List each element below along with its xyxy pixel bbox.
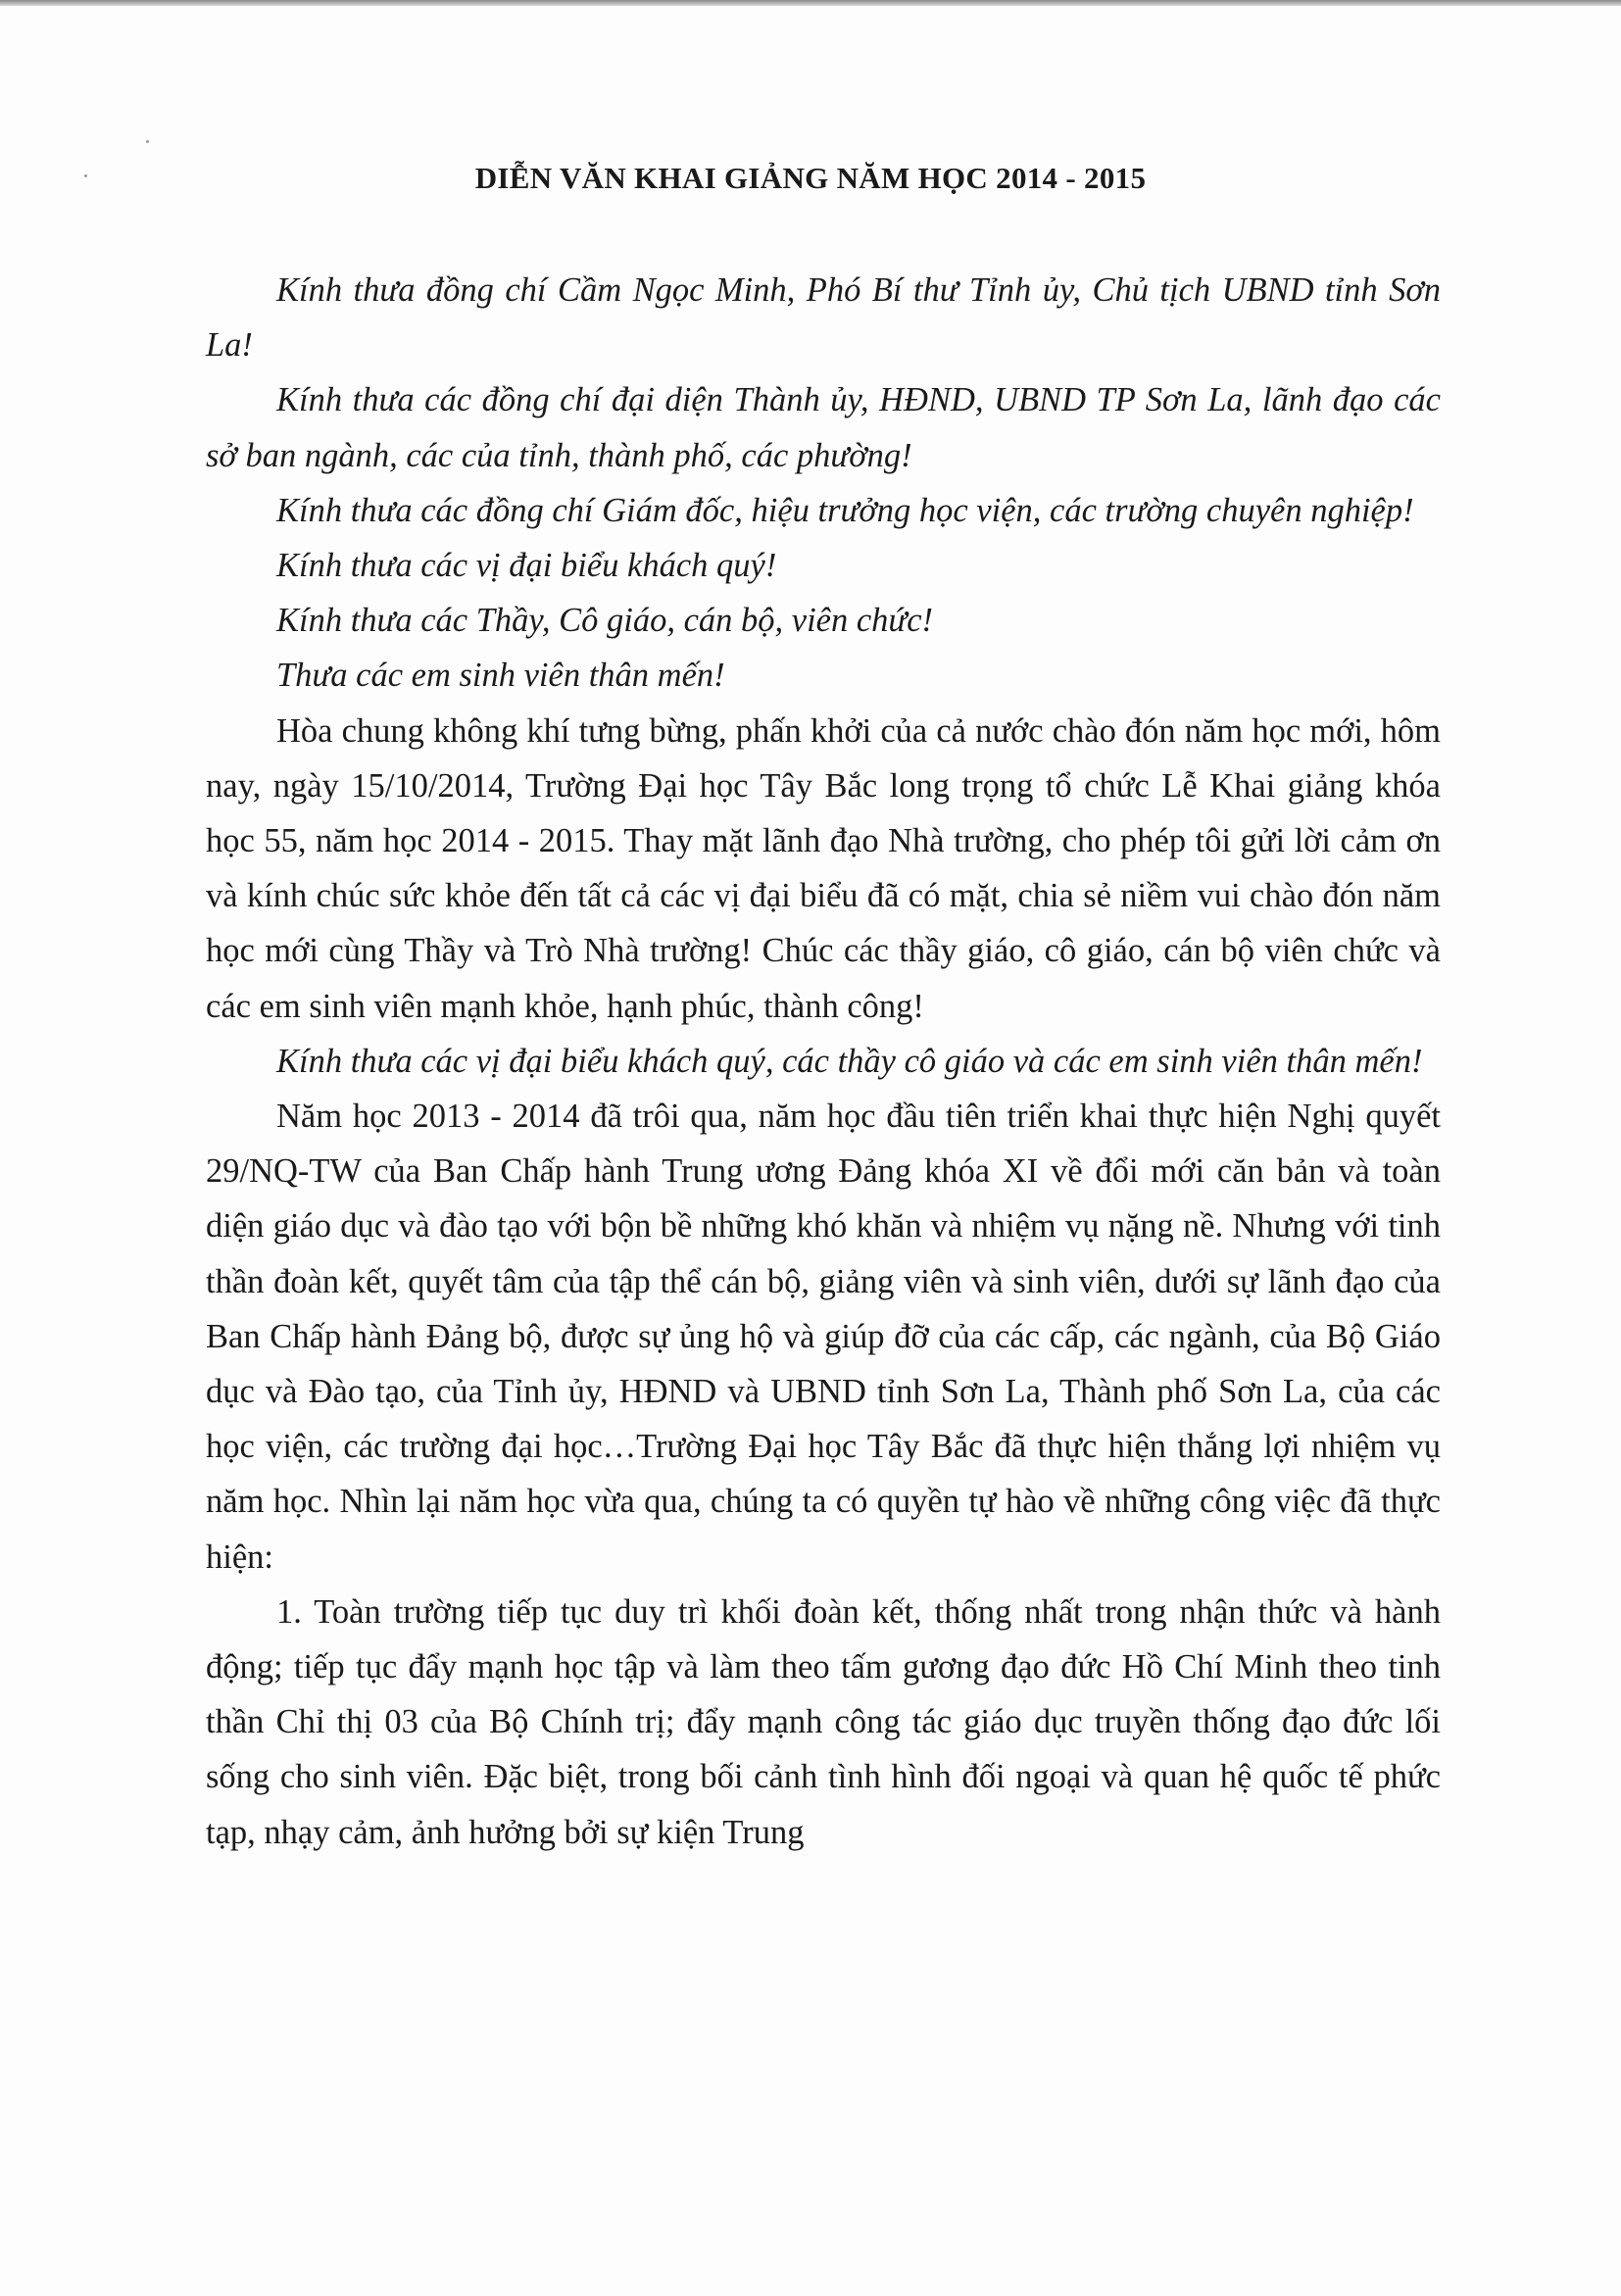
body-paragraph: Hòa chung không khí tưng bừng, phấn khởi của cả nước chào đón năm học mới, hôm nay, ngày 15/10/2014, Trường Đại học Tây Bắc long trọng tổ chức Lễ Khai giảng khóa học 55, năm học 2014 - 2015. Thay mặt lãnh đạo Nhà trường, cho phép tôi gửi lời cảm ơn và kính chúc sức khỏe đến tất cả các vị đại biểu đã có mặt, chia sẻ niềm vui chào đón năm học mới cùng Thầy và Trò Nhà trường! Chúc các thầy giáo, cô giáo, cán bộ viên chức và các em sinh viên mạnh khỏe, hạnh phúc, thành công! [206,711,1441,1025]
document-title: DIỄN VĂN KHAI GIẢNG NĂM HỌC 2014 - 2015 [474,161,1147,195]
greeting-paragraph: Kính thưa các đồng chí đại diện Thành ủy, HĐND, UBND TP Sơn La, lãnh đạo các sở ban ngành, các của tỉnh, thành phố, các phường! [206,381,1441,474]
scan-top-edge [0,0,1621,6]
body-paragraph: 1. Toàn trường tiếp tục duy trì khối đoàn kết, thống nhất trong nhận thức và hành động; tiếp tục đẩy mạnh học tập và làm theo tấm gương đạo đức Hồ Chí Minh theo tinh thần Chỉ thị 03 của Bộ Chính trị; đẩy mạnh công tác giáo dục truyền thống đạo đức lối sống cho sinh viên. Đặc biệt, trong bối cảnh tình hình đối ngoại và quan hệ quốc tế phức tạp, nhạy cảm, ảnh hưởng bởi sự kiện Trung [206,1592,1441,1851]
greeting-paragraph: Kính thưa các vị đại biểu khách quý, các thầy cô giáo và các em sinh viên thân mến! [276,1042,1423,1080]
greeting-paragraph: Kính thưa các đồng chí Giám đốc, hiệu trưởng học viện, các trường chuyên nghiệp! [276,491,1414,529]
greeting-paragraph: Thưa các em sinh viên thân mến! [276,657,725,695]
scan-speck [146,140,149,143]
greeting-paragraph: Kính thưa các vị đại biểu khách quý! [276,547,777,585]
body-paragraph: Năm học 2013 - 2014 đã trôi qua, năm học đầu tiên triển khai thực hiện Nghị quyết 29/NQ-TW của Ban Chấp hành Trung ương Đảng khóa XI về đổi mới căn bản và toàn diện giáo dục và đào tạo với bộn bề những khó khăn và nhiệm vụ nặng nề. Nhưng với tinh thần đoàn kết, quyết tâm của tập thể cán bộ, giảng viên và sinh viên, dưới sự lãnh đạo của Ban Chấp hành Đảng bộ, được sự ủng hộ và giúp đỡ của các cấp, các ngành, của Bộ Giáo dục và Đào tạo, của Tỉnh ủy, HĐND và UBND tỉnh Sơn La, Thành phố Sơn La, của các học viện, các trường đại học…Trường Đại học Tây Bắc đã thực hiện thắng lợi nhiệm vụ năm học. Nhìn lại năm học vừa qua, chúng ta có quyền tự hào về những công việc đã thực hiện: [206,1098,1441,1576]
greeting-paragraph: Kính thưa các Thầy, Cô giáo, cán bộ, viên chức! [276,602,934,640]
document-body [206,263,1441,1860]
greeting-paragraph: Kính thưa đồng chí Cầm Ngọc Minh, Phó Bí thư Tỉnh ủy, Chủ tịch UBND tỉnh Sơn La! [206,271,1441,365]
